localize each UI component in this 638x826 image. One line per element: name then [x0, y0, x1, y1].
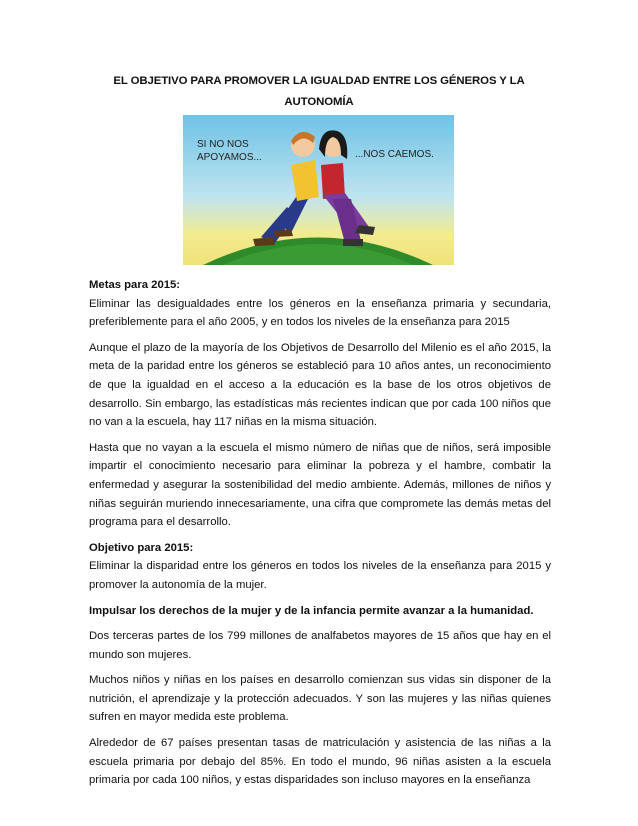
paragraph-1: Aunque el plazo de la mayoría de los Objetivos de Desarrollo del Milenio es el año 2015, la meta de la paridad entre los géneros se estableció para 10 años antes, un reconocimiento de que la igualdad en el acceso a la educación es la base de los otros objetivos de desarrollo. Sin embargo, las estadísticas más recientes indican que por cada 100 niños que no van a la escuela, hay 117 niñas en la misma situación.: [89, 341, 551, 429]
metas-heading: Metas para 2015:: [89, 279, 181, 291]
paragraph-2: Hasta que no vayan a la escuela el mismo número de niñas que de niños, será imposible impartir el conocimiento necesario para eliminar la pobreza y el hambre, combatir la enfermedad y asegurar la sostenibilidad del medio ambiente. Además, millones de niños y niñas seguirán muriendo innecesariamente, una cifra que compromete las demás metas del programa para el desarrollo.: [89, 441, 551, 529]
objetivo-heading: Objetivo para 2015:: [89, 541, 194, 554]
left-bubble-text-1: SI NO NOS: [197, 139, 249, 150]
paragraph-3: Dos terceras partes de los 799 millones de analfabetos mayores de 15 años que hay en el mundo son mujeres.: [89, 630, 551, 661]
title-line-1: EL OBJETIVO PARA PROMOVER LA IGUALDAD ENTRE LOS GÉNEROS Y LA AUTONOMÍA: [113, 75, 525, 108]
right-bubble-text: ...NOS CAEMOS.: [355, 149, 434, 160]
objetivo-text: Eliminar la disparidad entre los géneros en todos los niveles de la enseñanza para 2015 y promover la autonomía de la mujer.: [89, 560, 551, 591]
paragraph-4: Muchos niños y niñas en los países en desarrollo comienzan sus vidas sin disponer de la nutrición, el aprendizaje y la protección adecuados. Y son las mujeres y las niñas quienes sufren en mayor medida este problema.: [89, 674, 551, 724]
document-body: [89, 276, 551, 797]
paragraph-5: Alrededor de 67 países presentan tasas de matriculación y asistencia de las niñas a la escuela primaria por debajo del 85%. En todo el mundo, 96 niñas asisten a la escuela primaria por cada 100 niños, y estas disparidades son incluso mayores en la enseñanza: [89, 737, 551, 787]
left-bubble-text-2: APOYAMOS...: [197, 152, 262, 163]
illustration-image: [183, 115, 454, 265]
bold-statement: Impulsar los derechos de la mujer y de la infancia permite avanzar a la humanidad.: [89, 604, 534, 617]
metas-block: [89, 276, 551, 332]
metas-text: Eliminar las desigualdades entre los géneros en la enseñanza primaria y secundaria, preferiblemente para el año 2005, y en todos los niveles de la enseñanza para 2015: [89, 297, 551, 329]
objetivo-block: [89, 539, 551, 595]
